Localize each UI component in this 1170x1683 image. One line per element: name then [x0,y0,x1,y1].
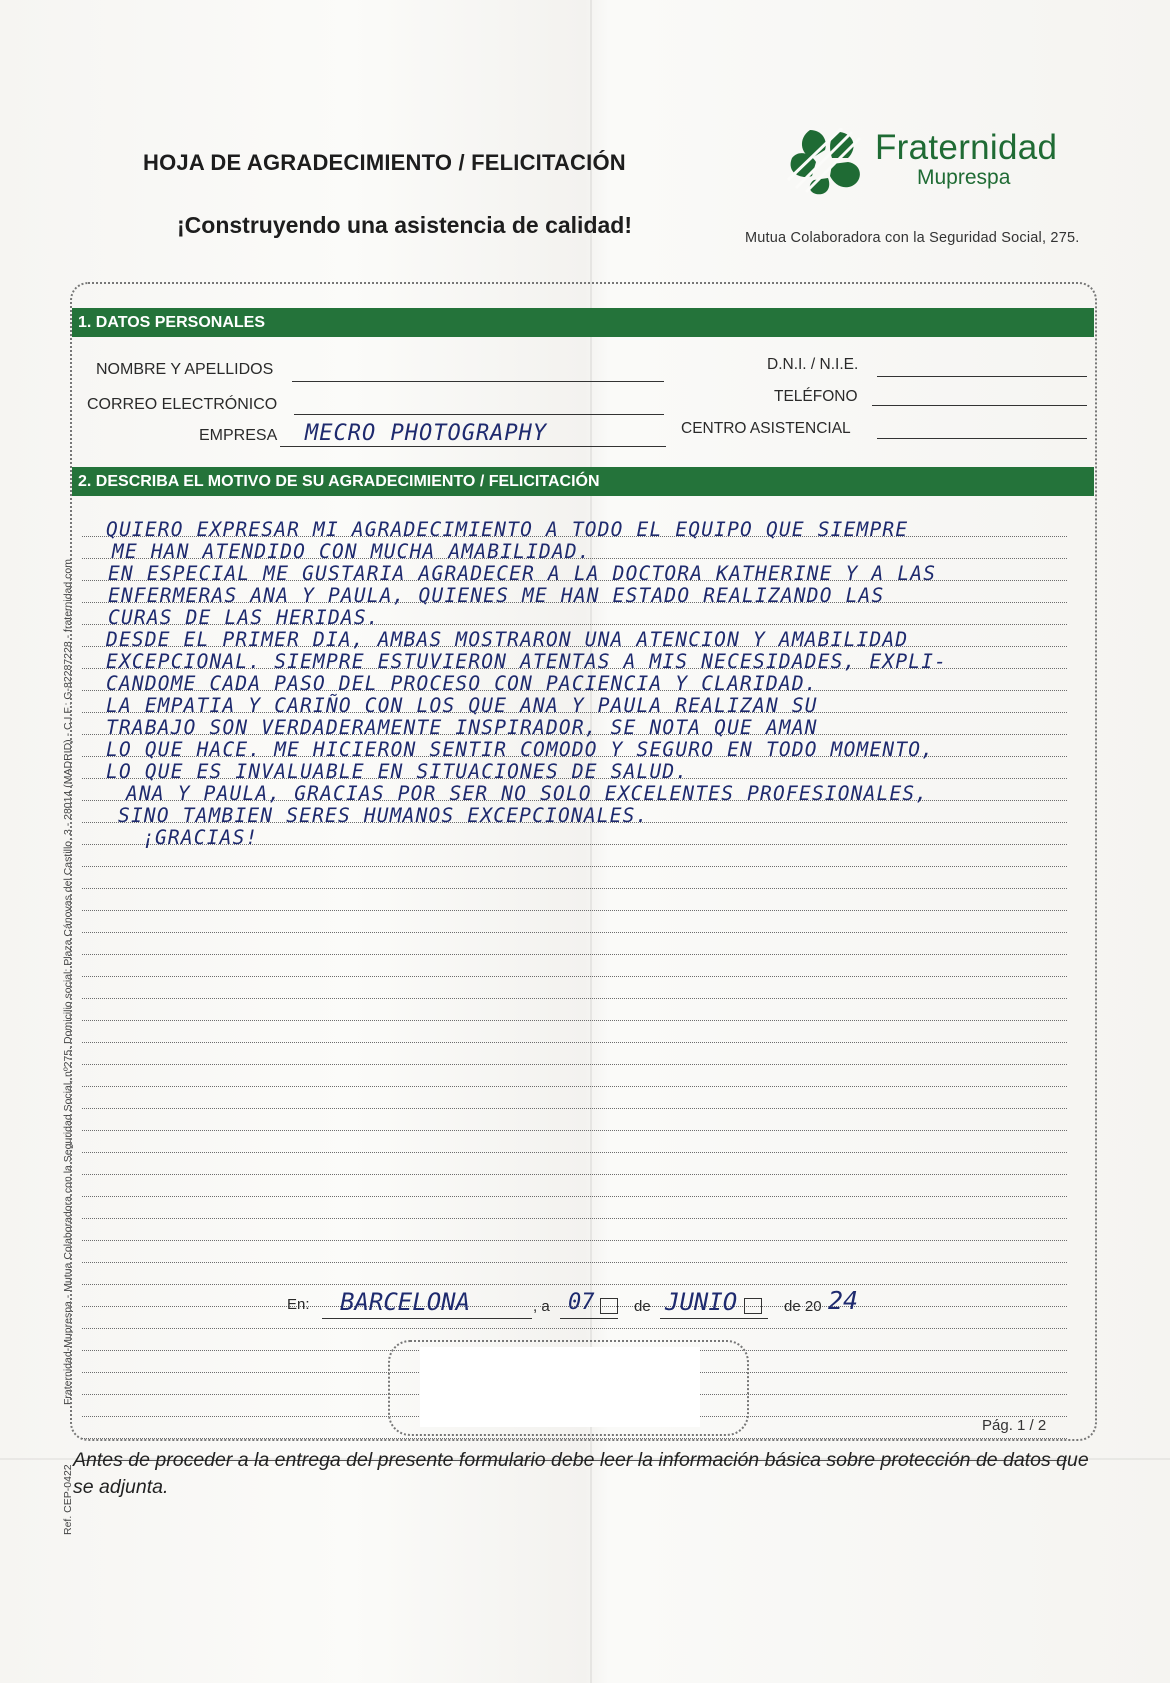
ruled-line [82,1152,1067,1153]
dni-field[interactable] [877,376,1087,377]
message-line-11: LO QUE HACE. ME HICIERON SENTIR COMODO Y SEGURO EN TODO MOMENTO, [106,738,935,761]
legal-side-text: Fraternidad-Muprespa - Mutua Colaboradora con la Seguridad Social, nº275. Domicilio social: Plaza Cánovas del Castillo, 3 - 28014 (MADRID) - C.I.F.: G-82287228 - fraternidad.com [62,559,74,1405]
ruled-line [82,1284,1067,1285]
correo-field[interactable] [294,414,664,415]
correo-label: CORREO ELECTRÓNICO [87,396,278,413]
logo-name: Fraternidad [875,128,1058,167]
signature-redaction [420,1347,700,1427]
message-line-14: SINO TAMBIEN SERES HUMANOS EXCEPCIONALES. [118,804,649,827]
ruled-line [82,998,1067,999]
nombre-field[interactable] [292,381,664,382]
logo-subname: Muprespa [917,166,1011,189]
message-line-12: LO QUE ES INVALUABLE EN SITUACIONES DE SALUD. [106,760,689,783]
day-field[interactable] [560,1318,618,1319]
ruled-line [82,1020,1067,1021]
message-line-5: CURAS DE LAS HERIDAS. [108,606,380,629]
ruled-line [82,910,1067,911]
message-line-15: ¡GRACIAS! [142,826,259,849]
city-field[interactable] [322,1318,532,1319]
month-dropdown-icon[interactable] [744,1298,762,1314]
ruled-line [82,954,1067,955]
section-personal-data-header: 1. DATOS PERSONALES [72,308,1094,337]
telefono-field[interactable] [872,405,1087,406]
dni-label: D.N.I. / N.I.E. [767,356,859,373]
message-line-8: CANDOME CADA PASO DEL PROCESO CON PACIENCIA Y CLARIDAD. [106,672,818,695]
centro-label: CENTRO ASISTENCIAL [681,420,851,437]
clover-logo-icon [782,128,868,196]
data-protection-notice: Antes de proceder a la entrega del presente formulario debe leer la información básica sobre protección de datos que se adjunta. [73,1449,1089,1498]
empresa-value: MECRO PHOTOGRAPHY [305,421,548,446]
de-label: de [634,1298,651,1315]
ruled-line [82,1174,1067,1175]
a-label: , a [533,1298,550,1315]
month-value: JUNIO [665,1288,738,1316]
fraternidad-logo [782,128,1082,198]
ruled-line [82,1262,1067,1263]
telefono-label: TELÉFONO [774,388,858,405]
empresa-field[interactable] [280,446,666,447]
ruled-line [82,932,1067,933]
month-field[interactable] [660,1318,768,1319]
ruled-line [82,1042,1067,1043]
form-title: HOJA DE AGRADECIMIENTO / FELICITACIÓN [143,150,626,175]
message-line-7: EXCEPCIONAL. SIEMPRE ESTUVIERON ATENTAS A MIS NECESIDADES, EXPLI- [106,650,948,673]
ruled-line [82,1196,1067,1197]
ruled-line [82,1328,1067,1329]
ruled-line [82,1240,1067,1241]
ruled-line [82,866,1067,867]
empresa-label: EMPRESA [199,427,278,444]
message-line-13: ANA Y PAULA, GRACIAS POR SER NO SOLO EXCELENTES PROFESIONALES, [126,782,929,805]
en-label: En: [287,1296,310,1313]
message-line-9: LA EMPATIA Y CARIÑO CON LOS QUE ANA Y PAULA REALIZAN SU [106,694,818,717]
ruled-line [82,1086,1067,1087]
ruled-line [82,976,1067,977]
message-line-10: TRABAJO SON VERDADERAMENTE INSPIRADOR, SE NOTA QUE AMAN [106,716,818,739]
ruled-line [82,888,1067,889]
mutua-caption: Mutua Colaboradora con la Seguridad Social, 275. [745,230,1080,246]
section-reason-header: 2. DESCRIBA EL MOTIVO DE SU AGRADECIMIENTO / FELICITACIÓN [72,467,1094,496]
message-line-4: ENFERMERAS ANA Y PAULA, QUIENES ME HAN ESTADO REALIZANDO LAS [108,584,885,607]
reference-code: Ref. CEP-0422 [62,1464,74,1535]
day-dropdown-icon[interactable] [600,1298,618,1314]
form-subtitle: ¡Construyendo una asistencia de calidad! [177,212,632,238]
centro-field[interactable] [877,438,1087,439]
page-number: Pág. 1 / 2 [982,1417,1047,1434]
nombre-label: NOMBRE Y APELLIDOS [96,361,274,378]
year-label: de 20 [784,1298,822,1315]
message-line-1: QUIERO EXPRESAR MI AGRADECIMIENTO A TODO EL EQUIPO QUE SIEMPRE [106,518,909,541]
day-value: 07 [568,1290,595,1315]
ruled-line [82,1218,1067,1219]
year-suffix-value: 24 [828,1286,859,1315]
message-line-3: EN ESPECIAL ME GUSTARIA AGRADECER A LA DOCTORA KATHERINE Y A LAS [108,562,937,585]
ruled-line [82,1064,1067,1065]
form-frame [70,282,1097,1441]
ruled-line [82,1438,1067,1439]
ruled-line [82,1130,1067,1131]
message-line-6: DESDE EL PRIMER DIA, AMBAS MOSTRARON UNA ATENCION Y AMABILIDAD [106,628,909,651]
ruled-line [82,1108,1067,1109]
message-line-2: ME HAN ATENDIDO CON MUCHA AMABILIDAD. [112,540,591,563]
city-value: BARCELONA [340,1288,471,1316]
